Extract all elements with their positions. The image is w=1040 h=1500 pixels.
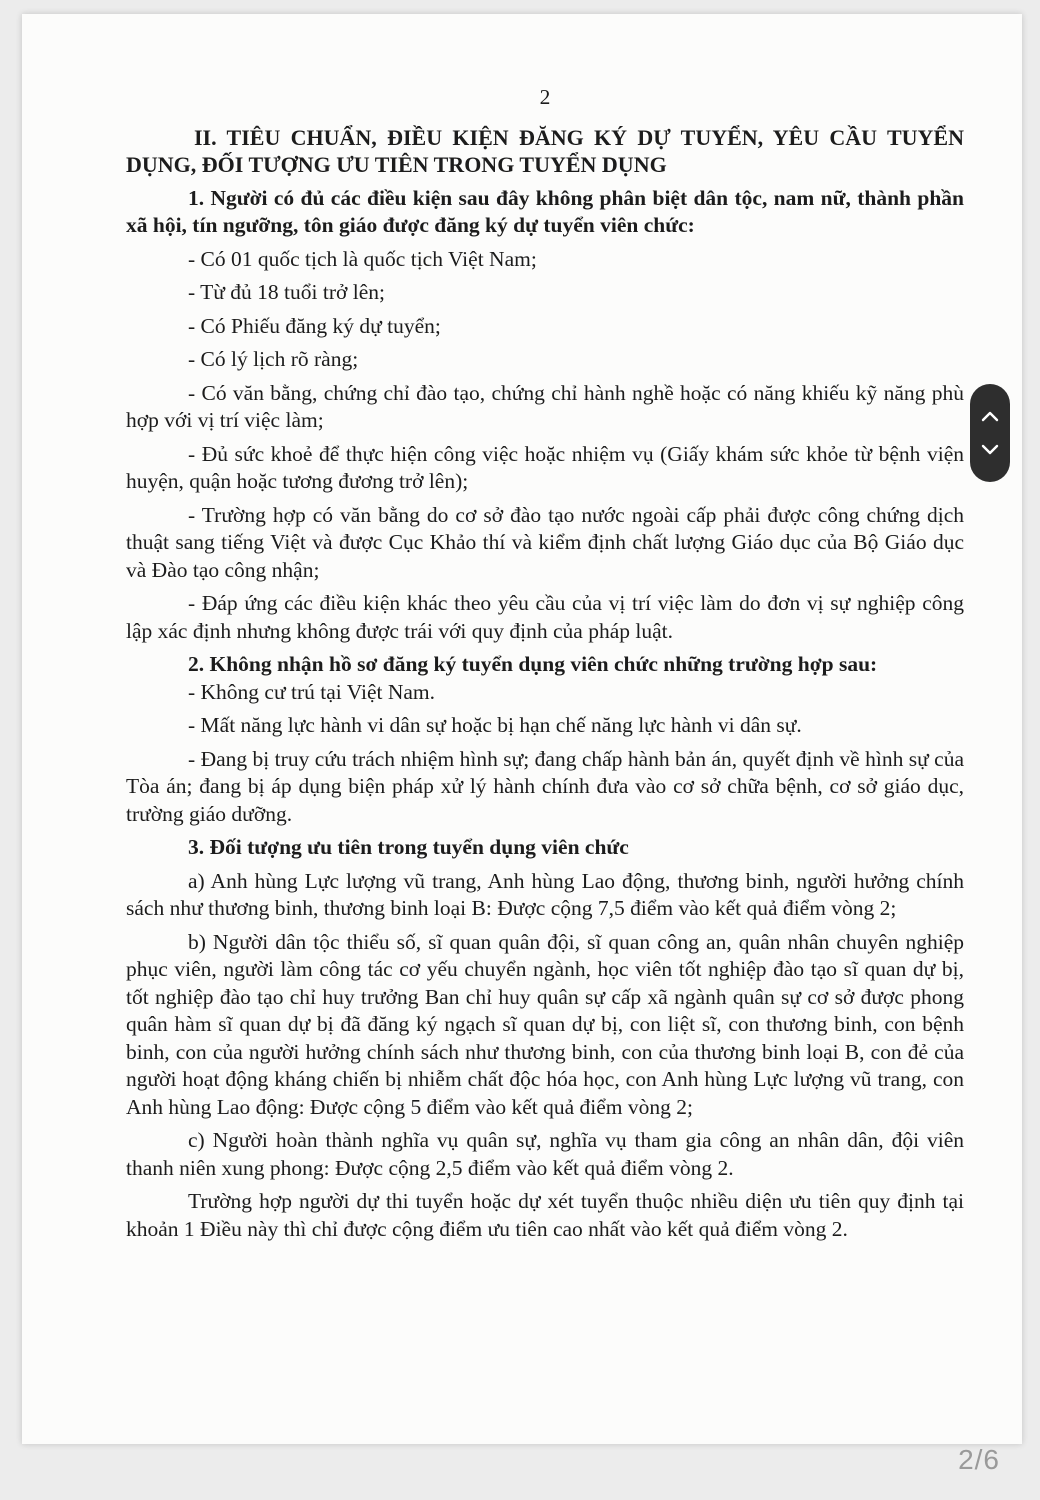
section1-item: - Đáp ứng các điều kiện khác theo yêu cầu của vị trí việc làm do đơn vị sự nghiệp công lập xác định nhưng không được trái với quy định của pháp luật. [126,591,964,643]
section3-title: 3. Đối tượng ưu tiên trong tuyển dụng viên chức [188,835,629,859]
section2-title: 2. Không nhận hồ sơ đăng ký tuyển dụng viên chức những trường hợp sau: [188,652,878,676]
section2-item: - Mất năng lực hành vi dân sự hoặc bị hạn chế năng lực hành vi dân sự. [188,713,802,737]
page-number: 2 [539,85,551,109]
section1-item: - Trường hợp có văn bằng do cơ sở đào tạo nước ngoài cấp phải được công chứng dịch thuật sang tiếng Việt và được Cục Khảo thí và kiểm định chất lượng Giáo dục của Bộ Giáo dục và Đào tạo công nhận; [126,502,964,582]
section2-item: - Đang bị truy cứu trách nhiệm hình sự; đang chấp hành bản án, quyết định về hình sự của Tòa án; đang bị áp dụng biện pháp xử lý hành chính đưa vào cơ sở chữa bệnh, cơ sở giáo dục, trường giáo dưỡng. [126,746,964,826]
section1-item: - Từ đủ 18 tuổi trở lên; [188,280,385,304]
section3-item: b) Người dân tộc thiểu số, sĩ quan quân đội, sĩ quan công an, quân nhân chuyên nghiệp phục viên, người làm công tác cơ yếu chuyển ngành, học viên tốt nghiệp đào tạo sĩ quan dự bị, tốt nghiệp đào tạo chỉ huy trưởng Ban chỉ huy quân sự cấp xã ngành quân sự cơ sở được phong quân hàm sĩ quan dự bị đã đăng ký ngạch sĩ quan dự bị, con liệt sĩ, con thương binh, con bệnh binh, con của người hưởng chính sách như thương binh, con của thương binh loại B, con đẻ của người hoạt động kháng chiến bị nhiễm chất độc hóa học, con Anh hùng Lực lượng vũ trang, con Anh hùng Lao động: Được cộng 5 điểm vào kết quả điểm vòng 2; [126,929,964,1119]
section1-item: - Có 01 quốc tịch là quốc tịch Việt Nam; [188,246,537,271]
section1-item: - Có văn bằng, chứng chỉ đào tạo, chứng chỉ hành nghề hoặc có năng khiếu kỹ năng phù hợp với vị trí việc làm; [126,380,964,432]
section2-item: - Không cư trú tại Việt Nam. [188,679,436,704]
section3-item: a) Anh hùng Lực lượng vũ trang, Anh hùng Lao động, thương binh, người hưởng chính sách như thương binh, thương binh loại B: Được cộng 7,5 điểm vào kết quả điểm vòng 2; [126,868,964,920]
page-scroll-controls [970,384,1010,482]
section1-item: - Có Phiếu đăng ký dự tuyển; [188,313,441,338]
section3-closing: Trường hợp người dự thi tuyển hoặc dự xét tuyển thuộc nhiều diện ưu tiên quy định tại khoản 1 Điều này thì chỉ được cộng điểm ưu tiên cao nhất vào kết quả điểm vòng 2. [126,1189,964,1241]
section1-item: - Đủ sức khoẻ để thực hiện công việc hoặc nhiệm vụ (Giấy khám sức khỏe từ bệnh viện huyện, quận hoặc tương đương trở lên); [126,441,964,493]
chevron-up-icon[interactable] [977,403,1003,429]
document-page [22,14,1022,1444]
page-content [126,84,964,1249]
section-heading: II. TIÊU CHUẨN, ĐIỀU KIỆN ĐĂNG KÝ DỰ TUYỂN, YÊU CẦU TUYỂN DỤNG, ĐỐI TƯỢNG ƯU TIÊN TRONG TUYỂN DỤNG [126,124,964,177]
page-counter: 2/6 [958,1444,1000,1475]
section3-item: c) Người hoàn thành nghĩa vụ quân sự, nghĩa vụ tham gia công an nhân dân, đội viên thanh niên xung phong: Được cộng 2,5 điểm vào kết quả điểm vòng 2. [126,1128,964,1180]
section1-item: - Có lý lịch rõ ràng; [188,347,359,371]
section1-title: 1. Người có đủ các điều kiện sau đây không phân biệt dân tộc, nam nữ, thành phần xã hội, tín ngưỡng, tôn giáo được đăng ký dự tuyển viên chức: [126,185,964,237]
chevron-down-icon[interactable] [977,437,1003,463]
